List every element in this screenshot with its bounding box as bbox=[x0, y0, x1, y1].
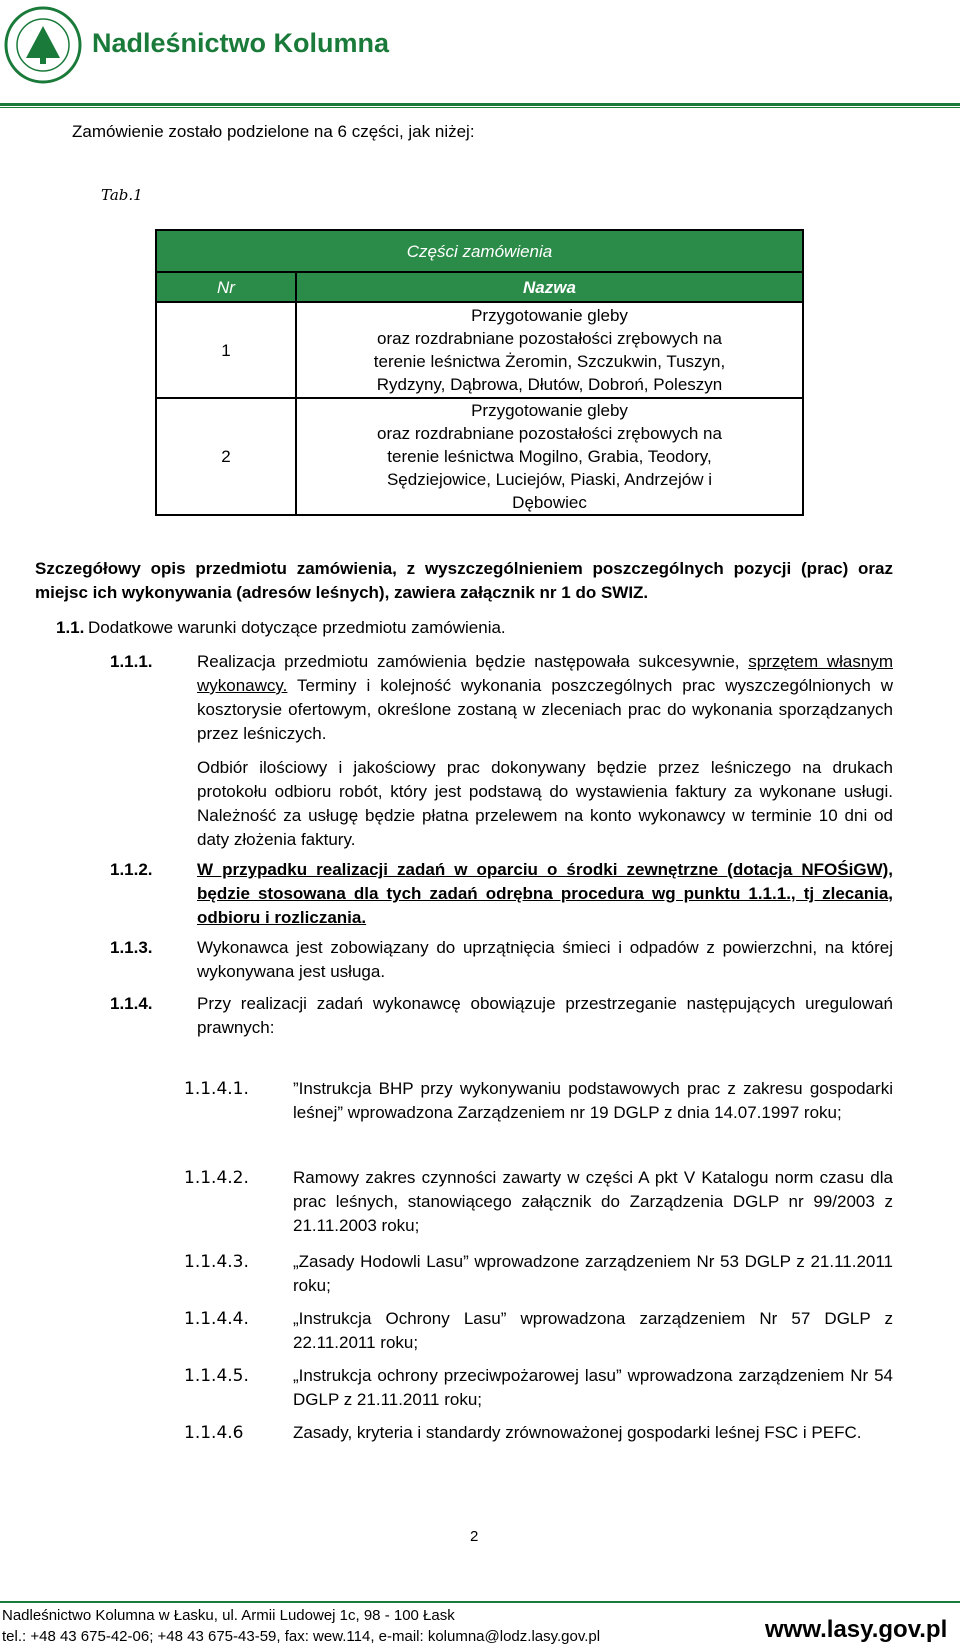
section-number: 1.1.2. bbox=[110, 860, 153, 879]
section-text: Wykonawca jest zobowiązany do uprzątnięcia śmieci i odpadów z powierzchni, na której wykonywana jest usługa. bbox=[197, 938, 893, 981]
subsection-text: ”Instrukcja BHP przy wykonywaniu podstawowych prac z zakresu gospodarki leśnej” wprowadzona Zarządzeniem nr 19 DGLP z dnia 14.07.1997 roku; bbox=[293, 1079, 893, 1122]
row-name-line: Przygotowanie gleby bbox=[471, 306, 628, 325]
row-name-line: Przygotowanie gleby bbox=[471, 401, 628, 420]
subsection-text: Ramowy zakres czynności zawarty w części A pkt V Katalogu norm czasu dla prac leśnych, stanowiącego załącznik do Zarządzenia DGLP nr 99/2003 z 21.11.2003 roku; bbox=[293, 1168, 893, 1235]
detail-paragraph: Szczegółowy opis przedmiotu zamówienia, z wyszczególnieniem poszczególnych pozycji (prac) oraz miejsc ich wykonywania (adresów leśnych), zawiera załącznik nr 1 do SWIZ. bbox=[35, 559, 893, 602]
parts-table bbox=[155, 229, 804, 516]
subsection-number: 1.1.4.1. bbox=[184, 1079, 249, 1099]
row-name-line: Rydzyny, Dąbrowa, Dłutów, Dobroń, Poleszyn bbox=[376, 375, 723, 394]
section-text-part: Realizacja przedmiotu zamówienia będzie następowała sukcesywnie, bbox=[197, 652, 749, 671]
row-name-line: oraz rozdrabniane pozostałości zrębowych na bbox=[377, 329, 722, 348]
row-name-line: oraz rozdrabniane pozostałości zrębowych na bbox=[377, 424, 722, 443]
subsection-text: „Zasady Hodowli Lasu” wprowadzone zarządzeniem Nr 53 DGLP z 21.11.2011 roku; bbox=[293, 1252, 893, 1295]
section-text bbox=[197, 650, 893, 746]
header-divider bbox=[0, 103, 960, 106]
intro-text: Zamówienie zostało podzielone na 6 części, jak niżej: bbox=[72, 122, 475, 141]
row-name-line: terenie leśnictwa Żeromin, Szczukwin, Tuszyn, bbox=[373, 352, 726, 371]
row-name-line: terenie leśnictwa Mogilno, Grabia, Teodory, bbox=[387, 447, 712, 466]
subsection-number: 1.1.4.4. bbox=[184, 1309, 249, 1329]
subsection-text: Zasady, kryteria i standardy zrównoważonej gospodarki leśnej FSC i PEFC. bbox=[293, 1423, 862, 1442]
subsection-text: „Instrukcja Ochrony Lasu” wprowadzona zarządzeniem Nr 57 DGLP z 22.11.2011 roku; bbox=[293, 1309, 893, 1352]
organization-name: Nadleśnictwo Kolumna bbox=[92, 28, 390, 58]
section-number: 1.1.1. bbox=[110, 652, 153, 671]
row-number: 2 bbox=[156, 398, 296, 515]
section-text-underlined: sprzętem własnym wykonawcy. bbox=[197, 652, 893, 695]
row-name-line: Sędziejowice, Luciejów, Piaski, Andrzejów i bbox=[386, 470, 713, 489]
subsection-text: „Instrukcja ochrony przeciwpożarowej lasu” wprowadzona zarządzeniem Nr 54 DGLP z 21.11.2011 roku; bbox=[293, 1366, 893, 1409]
section-text: W przypadku realizacji zadań w oparciu o środki zewnętrzne (dotacja NFOŚiGW), będzie stosowana dla tych zadań odrębna procedura wg punktu 1.1.1., tj zlecania, odbioru i rozliczania. bbox=[197, 860, 893, 927]
column-header-name: Nazwa bbox=[296, 272, 803, 302]
footer-divider bbox=[0, 1601, 960, 1603]
header-divider-thin bbox=[0, 107, 960, 108]
section-title: Dodatkowe warunki dotyczące przedmiotu zamówienia. bbox=[88, 618, 506, 637]
row-name bbox=[296, 302, 803, 398]
section-number: 1.1. bbox=[56, 618, 85, 637]
table-row bbox=[156, 398, 803, 515]
section-number: 1.1.4. bbox=[110, 994, 153, 1013]
section-text-part: Terminy i kolejność wykonania poszczególnych prac wyszczególnionych w kosztorysie ofertowym, określone zostaną w zleceniach prac do wykonania sporządzanych przez leśniczych. bbox=[197, 676, 893, 743]
subsection-number: 1.1.4.2. bbox=[184, 1168, 249, 1188]
row-name-line: Dębowiec bbox=[512, 493, 587, 512]
table-row bbox=[156, 302, 803, 398]
footer-contact: tel.: +48 43 675-42-06; +48 43 675-43-59, fax: wew.114, e-mail: kolumna@lodz.lasy.gov.pl bbox=[2, 1628, 601, 1645]
table-label: Tab.1 bbox=[101, 186, 143, 204]
page-number: 2 bbox=[470, 1528, 479, 1545]
lasy-panstwowe-logo bbox=[4, 6, 82, 84]
row-name bbox=[296, 398, 803, 515]
subsection-number: 1.1.4.5. bbox=[184, 1366, 249, 1386]
section-number: 1.1.3. bbox=[110, 938, 153, 957]
section-text: Przy realizacji zadań wykonawcę obowiązuje przestrzeganie następujących uregulowań prawnych: bbox=[197, 994, 893, 1037]
column-header-nr: Nr bbox=[156, 272, 296, 302]
section-text: Odbiór ilościowy i jakościowy prac dokonywany będzie przez leśniczego na drukach protokołu odbioru robót, który jest podstawą do wystawienia faktury za wykonane usługi. Należność za usługę będzie płatna przelewem na konto wykonawcy w terminie 10 dni od daty złożenia faktury. bbox=[197, 758, 893, 849]
table-caption: Części zamówienia bbox=[156, 230, 803, 272]
footer-website-link[interactable]: www.lasy.gov.pl bbox=[765, 1616, 948, 1643]
row-number: 1 bbox=[156, 302, 296, 398]
subsection-number: 1.1.4.3. bbox=[184, 1252, 249, 1272]
footer-address: Nadleśnictwo Kolumna w Łasku, ul. Armii Ludowej 1c, 98 - 100 Łask bbox=[2, 1607, 455, 1624]
subsection-number: 1.1.4.6 bbox=[184, 1423, 244, 1443]
